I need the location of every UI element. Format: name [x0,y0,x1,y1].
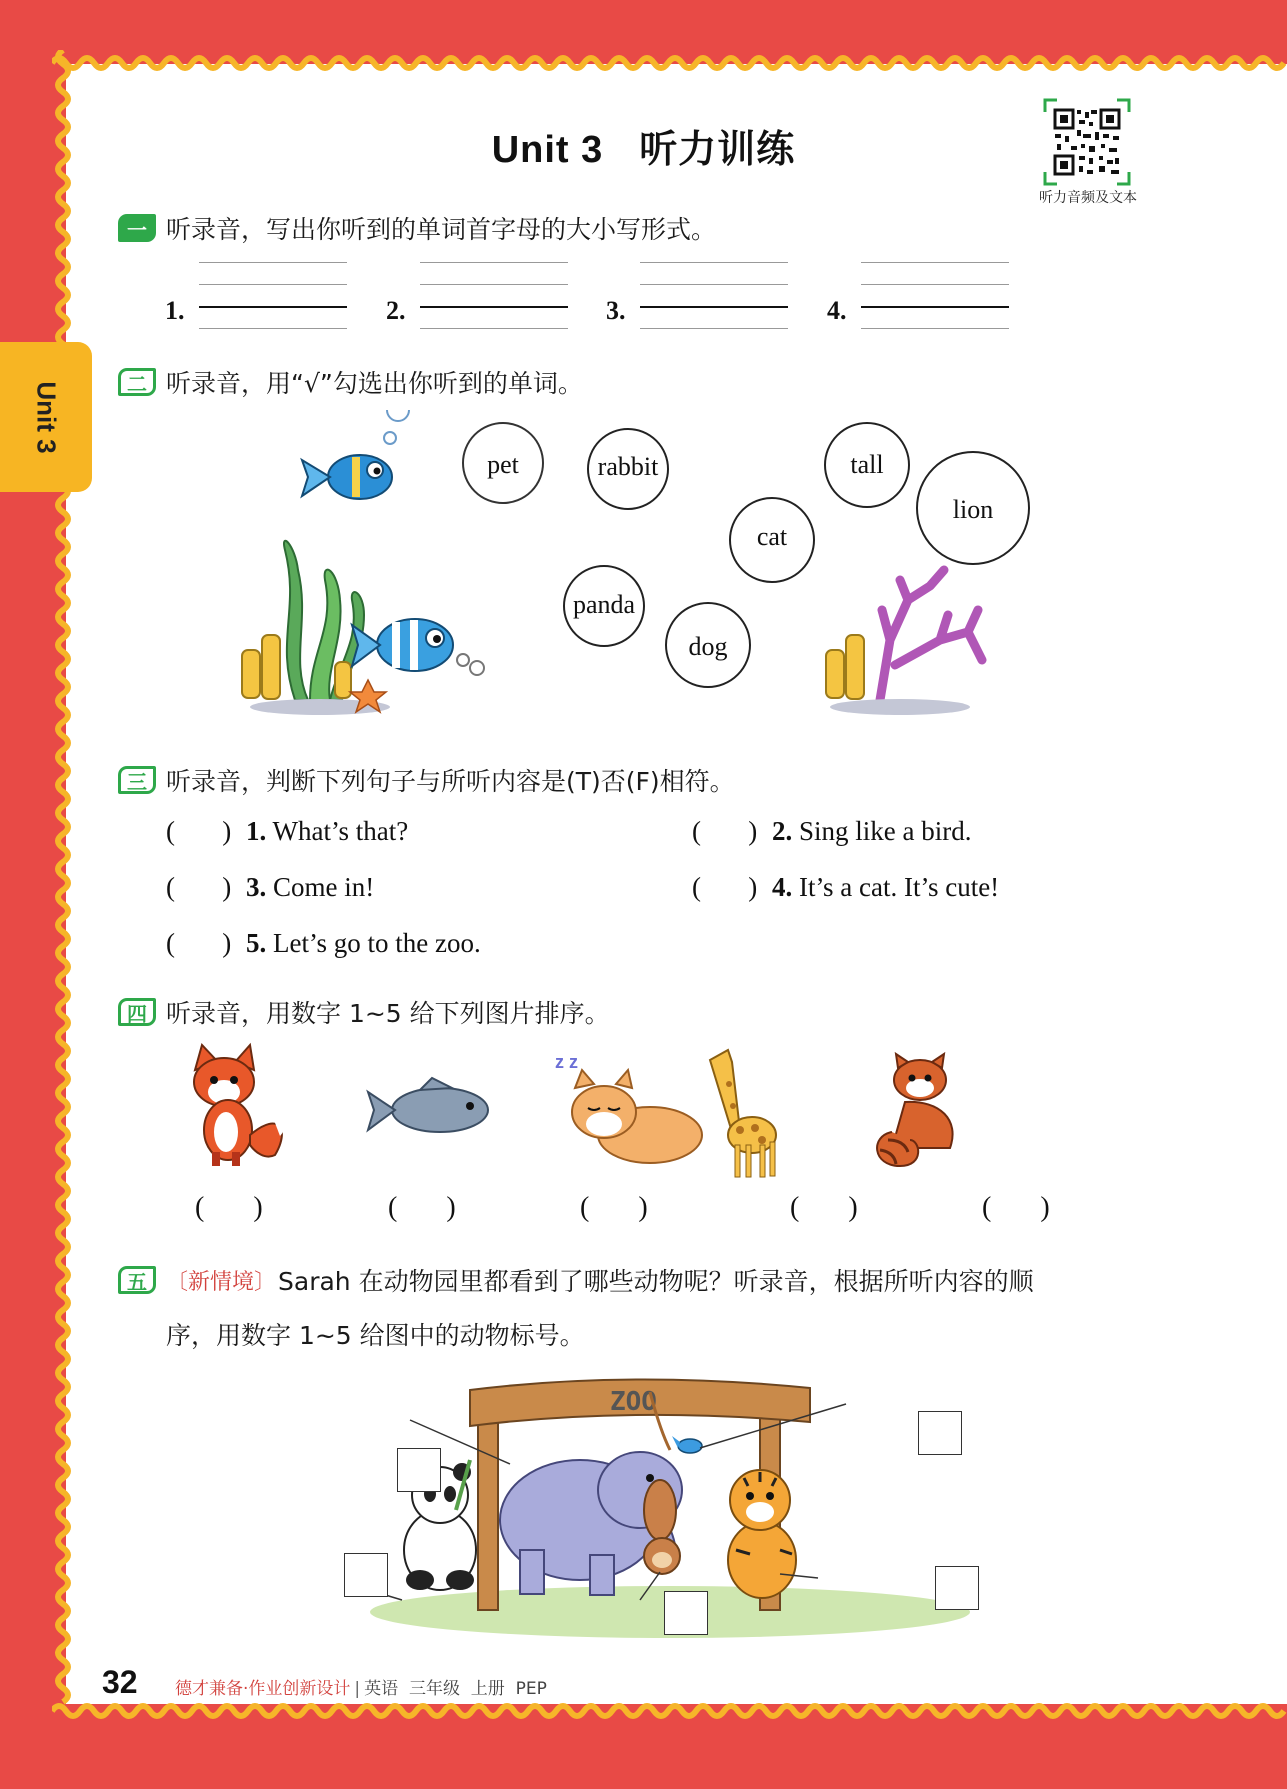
animal-pictures-row [180,1040,1080,1180]
unit-side-tab-label: Unit 3 [31,380,62,454]
footer-edition: PEP [515,1679,547,1699]
write-item-2[interactable] [386,262,568,330]
section-5-instruction-line1: Sarah 在动物园里都看到了哪些动物呢？听录音，根据所听内容的顺 [278,1267,1034,1296]
write-item-number: 3. [606,296,626,325]
tf-item-text: It’s a cat. It’s cute! [799,872,1000,902]
bubble-word-dog[interactable]: dog [688,632,728,661]
bubble-word-rabbit[interactable]: rabbit [597,452,659,481]
section-2-badge: 二 [118,368,156,396]
write-item-number: 4. [827,296,847,325]
page-number: 32 [102,1664,138,1700]
tf-item-text: Sing like a bird. [799,816,972,846]
footer-series-info: 德才兼备·作业创新设计 | 英语 三年级 上册 PEP [175,1679,547,1699]
wavy-border-left [48,50,78,1715]
red-panda-illustration [877,1054,953,1166]
tf-item-number: 4. [772,872,793,902]
answer-parentheses[interactable]: ( ) [692,816,758,846]
zoo-sign-text: ZOO [610,1387,657,1417]
qr-code-icon[interactable] [1043,98,1131,186]
wavy-border-top [52,50,1287,76]
section-5-instruction-line2: 序，用数字 1~5 给图中的动物标号。 [166,1321,585,1350]
rank-parentheses-3[interactable]: ( ) [580,1192,648,1223]
tf-item-text: Let’s go to the zoo. [273,928,481,958]
bubble-word-cat[interactable]: cat [756,522,788,551]
title-unit: Unit 3 [491,129,604,171]
bubble-word-tall[interactable]: tall [850,450,884,479]
rank-parentheses-5[interactable]: ( ) [982,1192,1050,1223]
fox-illustration [194,1045,285,1166]
tf-item-2 [692,816,971,847]
new-context-tag: 〔新情境〕 [166,1269,277,1295]
answer-parentheses[interactable]: ( ) [166,816,232,846]
section-4-instruction: 听录音，用数字 1~5 给下列图片排序。 [166,999,610,1028]
section-2-instruction: 听录音，用“√”勾选出你听到的单词。 [166,369,583,398]
tiger-illustration [728,1470,796,1598]
bubble-word-lion[interactable]: lion [952,495,994,524]
zoo-label-box-monkey[interactable] [664,1591,708,1635]
footer-grade: 三年级 [408,1679,460,1699]
zoo-label-box-panda[interactable] [397,1448,441,1492]
unit-side-tab [0,342,92,492]
giraffe-illustration [710,1050,776,1177]
title-topic: 听力训练 [639,129,796,171]
section-3-instruction: 听录音，判断下列句子与所听内容是(T)否(F)相符。 [166,767,735,796]
write-item-4[interactable] [827,262,1009,330]
svg-text:z z: z z [555,1052,579,1072]
tf-item-1 [166,816,408,847]
zoo-label-box-panda-lower[interactable] [344,1553,388,1597]
tf-item-number: 5. [246,928,267,958]
qr-label: 听力音频及文本 [1039,190,1137,206]
section-1-badge: 一 [118,214,156,242]
four-line-writing-field[interactable] [199,262,347,330]
zoo-label-box-tiger[interactable] [935,1566,979,1610]
write-item-number: 2. [386,296,406,325]
write-item-3[interactable] [606,262,788,330]
sleeping-cat-illustration [555,1052,702,1163]
tf-item-number: 2. [772,816,793,846]
rank-parentheses-4[interactable]: ( ) [790,1192,858,1223]
tf-item-3 [166,872,374,903]
section-5-heading [118,1262,1034,1298]
footer-subject: 英语 [364,1679,399,1699]
section-1-instruction: 听录音，写出你听到的单词首字母的大小写形式。 [166,215,717,244]
answer-parentheses[interactable]: ( ) [166,872,232,902]
section-3-heading [118,762,735,798]
section-3-badge: 三 [118,766,156,794]
four-line-writing-field[interactable] [420,262,568,330]
footer-term: 上册 [470,1679,505,1699]
tf-item-number: 1. [246,816,267,846]
wavy-border-bottom [52,1698,1287,1724]
four-line-writing-field[interactable] [861,262,1009,330]
write-item-1[interactable] [165,262,347,330]
section-5-badge: 五 [118,1266,156,1294]
tf-item-text: What’s that? [272,816,409,846]
four-line-writing-field[interactable] [640,262,788,330]
tf-item-number: 3. [246,872,267,902]
write-item-number: 1. [165,296,185,325]
section-2-heading [118,364,583,400]
footer-brand: 德才兼备·作业创新设计 [175,1679,351,1699]
tf-item-4 [692,872,999,903]
zoo-label-box-bird[interactable] [918,1411,962,1455]
section-1-heading [118,210,716,246]
tf-item-5 [166,928,481,959]
striped-fish-illustration [350,619,484,712]
rank-parentheses-1[interactable]: ( ) [195,1192,263,1223]
bubble-word-pet[interactable]: pet [487,450,519,479]
blue-fish-illustration [302,410,409,499]
section-4-heading [118,994,610,1030]
tf-item-text: Come in! [273,872,375,902]
coral-illustration [826,570,982,715]
bubble-word-panda[interactable]: panda [572,590,636,619]
rank-parentheses-2[interactable]: ( ) [388,1192,456,1223]
section-4-badge: 四 [118,998,156,1026]
bird-illustration [672,1436,702,1453]
answer-parentheses[interactable]: ( ) [692,872,758,902]
fish-illustration [368,1078,488,1132]
answer-parentheses[interactable]: ( ) [166,928,232,958]
zoo-scene [340,1360,980,1650]
